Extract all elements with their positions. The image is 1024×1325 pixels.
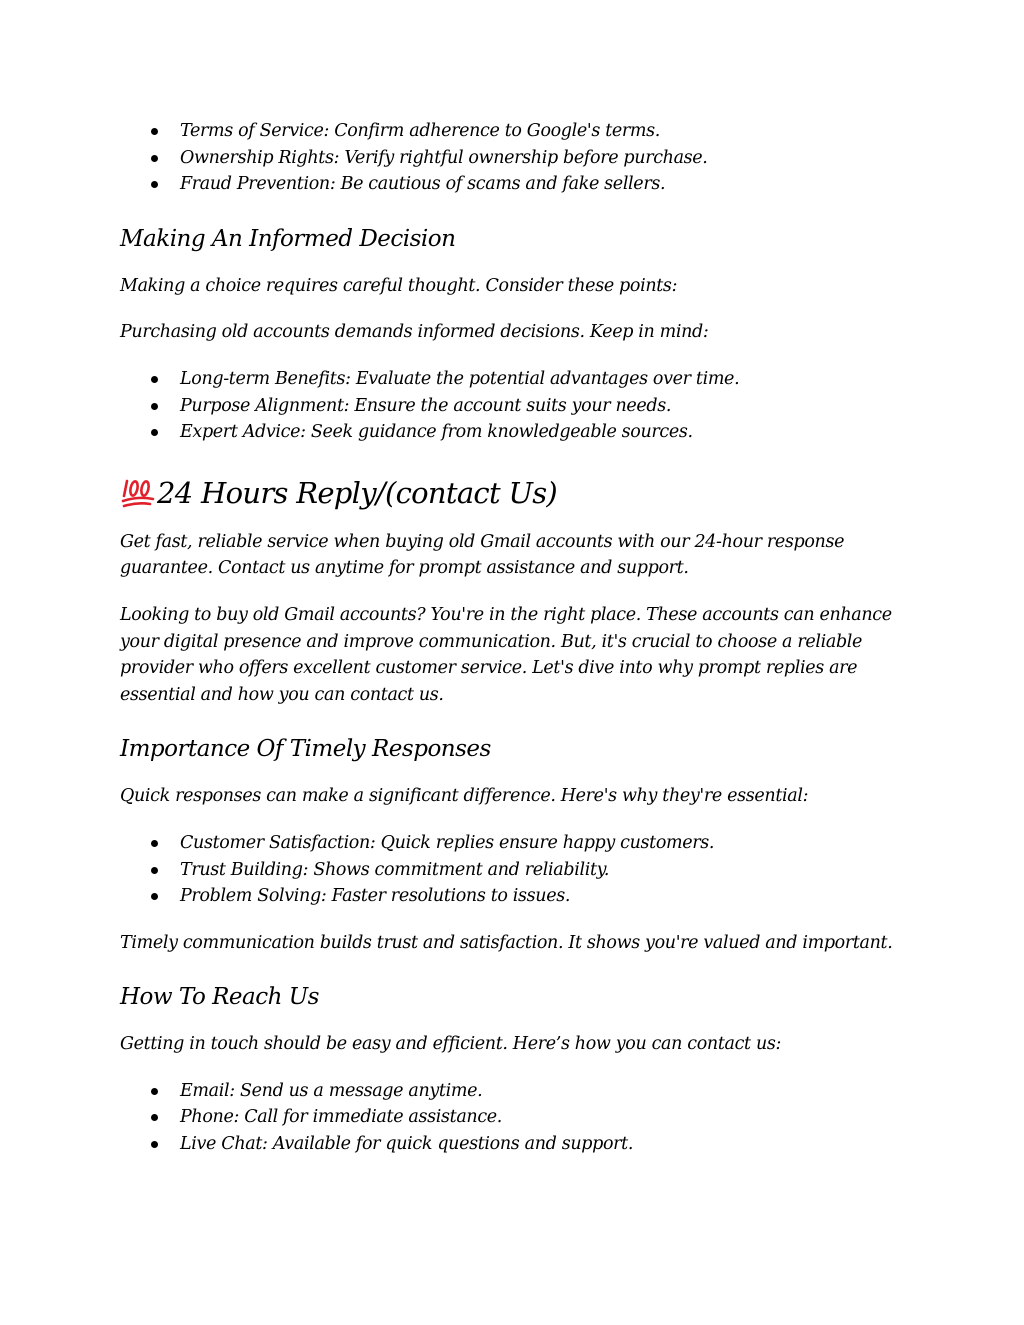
hundred-points-icon xyxy=(120,475,156,511)
list-item-text: Live Chat: Available for quick questions and support. xyxy=(180,1134,634,1155)
bullet-icon xyxy=(151,181,158,188)
list-item-text: Phone: Call for immediate assistance. xyxy=(180,1107,502,1128)
list-item-text: Long-term Benefits: Evaluate the potential advantages over time. xyxy=(180,368,740,389)
contact-methods-list xyxy=(120,1078,900,1158)
bullet-icon xyxy=(151,1088,158,1095)
paragraph: Get fast, reliable service when buying old Gmail accounts with our 24-hour response guarantee. Contact us anytime for prompt assistance and support. xyxy=(120,531,845,579)
list-item xyxy=(180,857,900,884)
list-item-text: Problem Solving: Faster resolutions to issues. xyxy=(180,886,571,907)
list-item xyxy=(180,883,900,910)
list-item-text: Customer Satisfaction: Quick replies ensure happy customers. xyxy=(180,832,715,853)
decision-list xyxy=(120,366,900,446)
list-item xyxy=(180,830,900,857)
main-heading xyxy=(120,474,900,512)
bullet-icon xyxy=(151,840,158,847)
main-heading-text: 24 Hours Reply/(contact Us) xyxy=(157,475,557,510)
list-item xyxy=(180,171,900,198)
list-item xyxy=(180,366,900,393)
bullet-icon xyxy=(151,1141,158,1148)
paragraph: Looking to buy old Gmail accounts? You're in the right place. These accounts can enhance your digital presence and improve communication. But, it's crucial to choose a reliable provider who offers excellent customer service. Let's dive into why prompt replies are essential and how you can contact us. xyxy=(120,604,892,705)
list-item xyxy=(180,1131,900,1158)
bullet-icon xyxy=(151,893,158,900)
timely-responses-list xyxy=(120,830,900,910)
bullet-icon xyxy=(151,155,158,162)
list-item-text: Expert Advice: Seek guidance from knowledgeable sources. xyxy=(180,422,693,443)
list-item xyxy=(180,145,900,172)
list-item xyxy=(180,419,900,446)
list-item xyxy=(180,393,900,420)
list-item-text: Terms of Service: Confirm adherence to Google's terms. xyxy=(180,121,661,141)
list-item xyxy=(180,1104,900,1131)
paragraph: Purchasing old accounts demands informed decisions. Keep in mind: xyxy=(120,322,709,343)
section-heading-timely-responses: Importance Of Timely Responses xyxy=(120,736,491,763)
document-content xyxy=(120,118,900,1158)
list-item-text: Trust Building: Shows commitment and reliability. xyxy=(180,859,610,880)
list-item-text: Ownership Rights: Verify rightful ownership before purchase. xyxy=(180,147,708,168)
bullet-icon xyxy=(151,376,158,383)
list-item-text: Email: Send us a message anytime. xyxy=(180,1080,483,1101)
bullet-icon xyxy=(151,867,158,874)
bullet-icon xyxy=(151,403,158,410)
paragraph: Quick responses can make a significant difference. Here's why they're essential: xyxy=(120,786,809,807)
paragraph: Timely communication builds trust and satisfaction. It shows you're valued and important. xyxy=(120,932,893,953)
compliance-list xyxy=(120,118,900,198)
bullet-icon xyxy=(151,128,158,135)
bullet-icon xyxy=(151,1114,158,1121)
list-item-text: Fraud Prevention: Be cautious of scams and fake sellers. xyxy=(180,174,666,195)
section-heading-how-to-reach-us: How To Reach Us xyxy=(120,984,319,1011)
section-heading-informed-decision: Making An Informed Decision xyxy=(120,225,456,252)
list-item xyxy=(180,1078,900,1105)
bullet-icon xyxy=(151,429,158,436)
paragraph: Making a choice requires careful thought. Consider these points: xyxy=(120,275,678,296)
list-item xyxy=(180,118,900,145)
paragraph: Getting in touch should be easy and efficient. Here’s how you can contact us: xyxy=(120,1034,782,1055)
list-item-text: Purpose Alignment: Ensure the account suits your needs. xyxy=(180,395,672,416)
